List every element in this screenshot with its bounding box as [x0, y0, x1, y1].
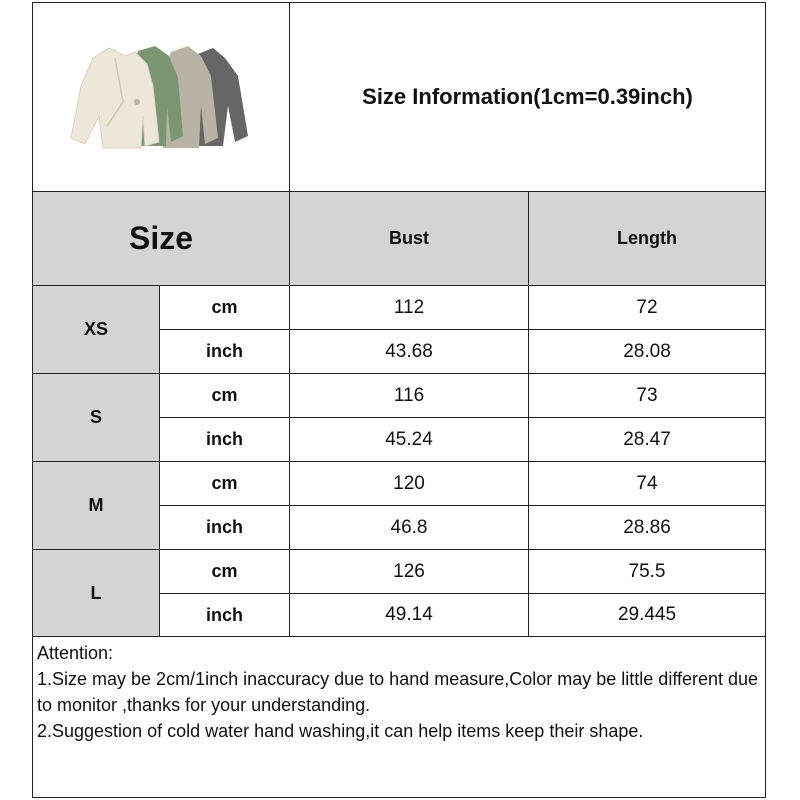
unit-label: inch — [205, 429, 243, 449]
unit-label: inch — [205, 341, 243, 361]
length-value: 28.08 — [623, 340, 671, 362]
unit-cell — [159, 417, 290, 462]
size-label-cell — [32, 285, 160, 374]
bust-heading: Bust — [389, 228, 429, 248]
unit-cell — [159, 373, 290, 418]
size-label-cell — [32, 373, 160, 462]
value-cell — [289, 373, 529, 418]
length-value: 73 — [636, 384, 658, 406]
value-cell — [528, 373, 766, 418]
size-heading: Size — [128, 220, 194, 256]
bust-value: 46.8 — [390, 516, 428, 538]
bust-value: 49.14 — [385, 604, 433, 625]
size-label: M — [88, 495, 104, 515]
unit-label: inch — [205, 517, 243, 537]
bust-value: 43.68 — [385, 340, 433, 362]
attention-notes — [33, 636, 765, 797]
page-title: Size Information(1cm=0.39inch) — [362, 84, 693, 109]
unit-cell — [159, 593, 290, 637]
unit-cell — [159, 549, 290, 594]
value-cell — [528, 549, 766, 594]
length-value: 72 — [636, 296, 658, 318]
bust-value: 112 — [393, 296, 425, 318]
unit-label: cm — [211, 385, 238, 405]
length-value: 28.86 — [623, 516, 671, 538]
unit-label: cm — [211, 297, 238, 317]
value-cell — [289, 549, 529, 594]
size-label: XS — [83, 319, 108, 339]
size-label: S — [89, 407, 102, 427]
length-heading: Length — [617, 228, 677, 248]
notes-line-2: 2.Suggestion of cold water hand washing,it can help items keep their shape. — [37, 721, 644, 741]
value-cell — [528, 593, 766, 637]
value-cell — [289, 461, 529, 506]
size-label: L — [90, 582, 102, 603]
unit-cell — [159, 285, 290, 330]
product-jackets-image — [63, 6, 257, 189]
unit-cell — [159, 461, 290, 506]
unit-label: inch — [205, 604, 243, 625]
bust-value: 120 — [393, 472, 425, 494]
notes-heading: Attention: — [37, 643, 114, 663]
unit-cell — [159, 329, 290, 374]
size-label-cell — [32, 461, 160, 550]
title-cell — [289, 2, 766, 192]
value-cell — [289, 505, 529, 550]
value-cell — [289, 329, 529, 374]
value-cell — [289, 593, 529, 637]
length-value: 29.445 — [617, 604, 677, 625]
length-value: 28.47 — [623, 428, 671, 450]
bust-value: 45.24 — [385, 428, 433, 450]
unit-label: cm — [211, 473, 238, 493]
value-cell — [528, 329, 766, 374]
size-label-cell — [32, 549, 160, 637]
value-cell — [528, 505, 766, 550]
value-cell — [289, 285, 529, 330]
length-value: 75.5 — [628, 560, 666, 582]
value-cell — [528, 417, 766, 462]
length-heading-cell — [528, 191, 766, 286]
notes-line-1: 1.Size may be 2cm/1inch inaccuracy due to hand measure,Color may be little different due to monitor ,thanks for your understanding. — [37, 669, 759, 715]
unit-label: cm — [211, 561, 238, 581]
size-heading-cell — [32, 191, 290, 286]
unit-cell — [159, 505, 290, 550]
bust-value: 116 — [393, 384, 425, 406]
value-cell — [528, 461, 766, 506]
bust-value: 126 — [393, 560, 425, 582]
value-cell — [528, 285, 766, 330]
value-cell — [289, 417, 529, 462]
length-value: 74 — [636, 472, 658, 494]
bust-heading-cell — [289, 191, 529, 286]
